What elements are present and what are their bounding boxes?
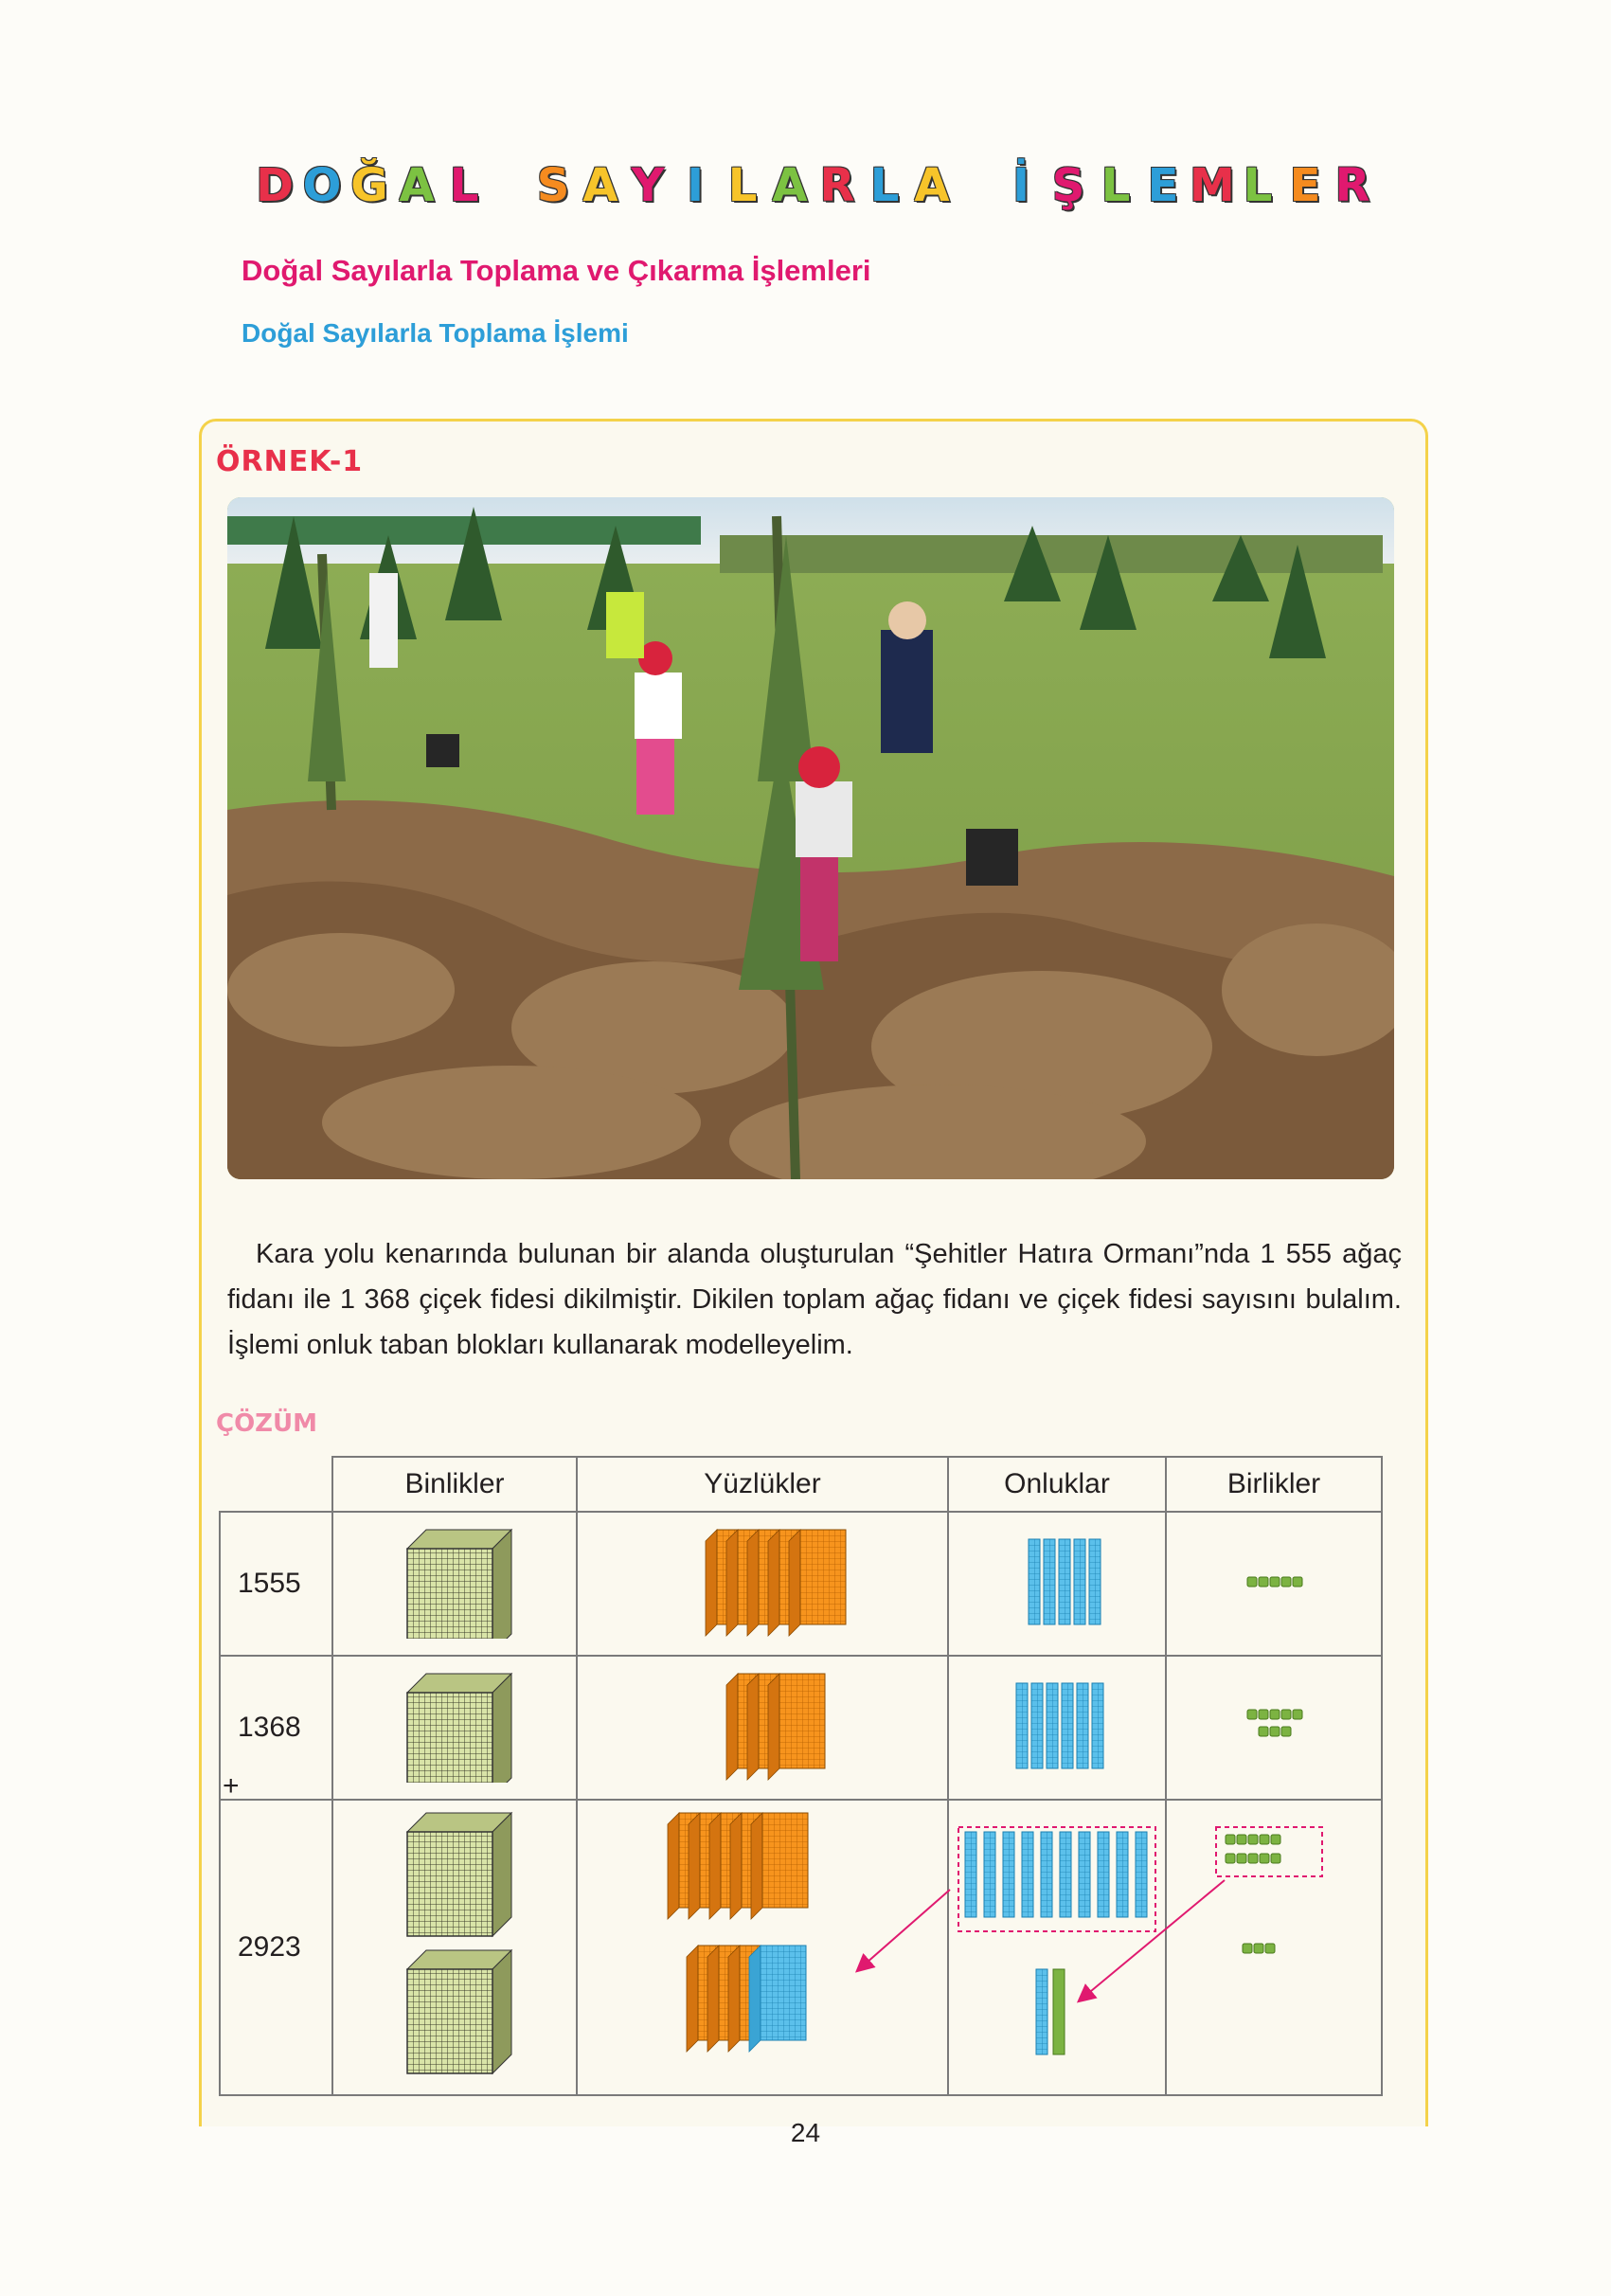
title-letter: E	[1289, 159, 1321, 212]
title-letter: R	[819, 159, 855, 212]
title-letter: D	[256, 159, 294, 212]
row1-hundreds	[577, 1512, 948, 1656]
title-letter: E	[1147, 159, 1179, 212]
header-tens: Onluklar	[948, 1457, 1166, 1512]
row2-number: 1368 +	[220, 1656, 332, 1800]
header-thousands: Binlikler	[332, 1457, 577, 1512]
title-letter: I	[687, 159, 704, 212]
header-hundreds: Yüzlükler	[577, 1457, 948, 1512]
title-letter: L	[449, 159, 479, 212]
title-letter: L	[727, 159, 758, 212]
row2-hundreds	[577, 1656, 948, 1800]
solution-label: ÇÖZÜM	[216, 1409, 318, 1438]
header-ones: Birlikler	[1166, 1457, 1382, 1512]
chapter-title	[254, 159, 1373, 214]
title-letter: R	[1334, 159, 1370, 212]
row1-tens	[948, 1512, 1166, 1656]
page-number: 24	[790, 2118, 821, 2147]
row1-number: 1555	[220, 1512, 332, 1656]
row2-thousands	[332, 1656, 577, 1800]
row3-number: 2923	[220, 1800, 332, 2095]
row1-thousands	[332, 1512, 577, 1656]
title-letter: İ	[1012, 159, 1029, 212]
title-letter: Ğ	[350, 159, 388, 212]
title-space	[958, 159, 994, 214]
row3-hundreds	[577, 1800, 948, 2095]
title-letter: Y	[631, 159, 665, 212]
title-letter: L	[1101, 159, 1131, 212]
row3-ones	[1166, 1800, 1382, 2095]
title-space	[491, 159, 527, 214]
row2-tens	[948, 1656, 1166, 1800]
title-letter: O	[302, 159, 342, 212]
title-letter: A	[399, 159, 435, 212]
base-ten-table	[219, 1456, 1383, 2096]
title-letter: A	[582, 159, 618, 212]
title-letter: A	[772, 159, 808, 212]
plus-sign: +	[223, 1770, 240, 1802]
row2-ones	[1166, 1656, 1382, 1800]
row3-thousands	[332, 1800, 577, 2095]
row1-ones	[1166, 1512, 1382, 1656]
subsection-heading: Doğal Sayılarla Toplama İşlemi	[242, 318, 629, 348]
section-heading: Doğal Sayılarla Toplama ve Çıkarma İşlemleri	[242, 254, 871, 287]
title-letter: S	[536, 159, 570, 212]
problem-text: Kara yolu kenarında bulunan bir alanda oluşturulan “Şehitler Hatıra Ormanı”nda 1 555 ağaç fidanı ile 1 368 çiçek fidesi dikilmiştir. Dikilen toplam ağaç fidanı ve çiçek fidesi sayısını bulalım. İşlemi onluk taban blokları kullanarak modelleyelim.	[227, 1239, 1402, 1360]
title-letter: L	[869, 159, 900, 212]
title-letter: L	[1243, 159, 1273, 212]
title-letter: Ş	[1051, 159, 1085, 212]
title-letter: M	[1190, 159, 1235, 212]
example-label: ÖRNEK-1	[216, 445, 364, 478]
row3-tens	[948, 1800, 1166, 2095]
tree-planting-photo	[227, 497, 1394, 1179]
title-letter: A	[914, 159, 950, 212]
